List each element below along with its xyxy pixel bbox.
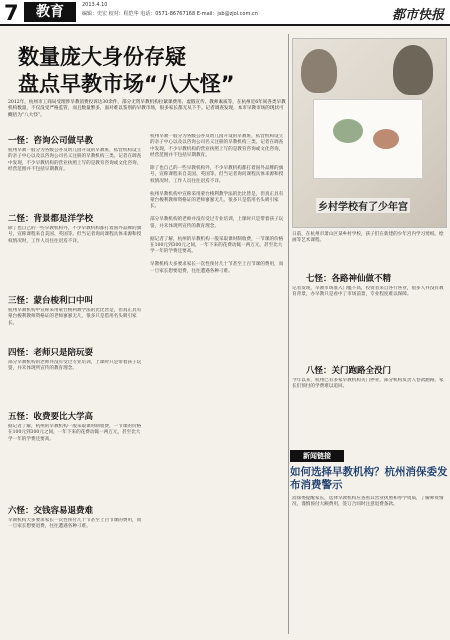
staff-credits: 编辑：史宏 校对：程恺华 电话：0571-86767168 E-mail：jsb@zjol.com.cn xyxy=(82,11,258,17)
section-title-3: 三怪：蒙台梭利口中叫 xyxy=(8,296,94,306)
section-title-5: 五怪：收费要比大学高 xyxy=(8,412,94,422)
section-title-1: 一怪：咨询公司做早教 xyxy=(8,136,94,146)
section-text-1: 杭州早教一般分为各级公办及幼儿园开设的早教班，私营机构设立的亲子中心以及以咨询公司名义注册的早教机构三类。记者在调查中发现，不少早教机构的营业执照上写的是教育咨询或文化咨询，经营范围并不包括早期教育。 xyxy=(8,148,142,173)
paper-sheet xyxy=(313,99,423,179)
child-figure xyxy=(301,49,337,93)
section-title-4: 四怪：老师只是陪玩耍 xyxy=(8,348,94,358)
section-text-5: 据记者了解，杭州的早教机构一般采取课时制收费，一节课的价格在100元到300元之间，一年下来的花费动辄一两万元，甚至比大学一年的学费还要高。 xyxy=(8,424,142,442)
lead-paragraph: 2012年，杭州市工商局受理涉早教消费投诉达30余件，部分无资早教机构拉紧课费用、虚假宣传、教师素质等，在杭州近6年间各类早教机构数量，不仅没受严格监管，而且数量繁多，面对难以鉴别的早教市场，很多家长都无从下手。记者调查发现，本市早教市场的现状可概括为“八大怪”。 xyxy=(8,100,286,118)
section-title-2: 二怪：背景都是洋学校 xyxy=(8,214,94,224)
section-title-6: 六怪：交钱容易退费难 xyxy=(8,506,94,516)
issue-date: 2013.4.10 xyxy=(82,2,108,8)
photo-caption: 乡村学校有了少年宫 xyxy=(316,198,410,213)
column-divider xyxy=(288,34,289,634)
page-number: 7 xyxy=(4,1,19,25)
photo-text: 日前，在杭州市萧山区某乡村学校，孩子们在新建的少年宫内学习剪纸、绘画等艺术课程。 xyxy=(292,232,444,244)
news-link-label: 新闻链接 xyxy=(290,450,344,462)
body-column-2: 杭州早教一般分为各级公办及幼儿园开设的早教班，私营机构设立的亲子中心以及以咨询公司名义注册的早教机构三类。记者在调查中发现，不少早教机构的营业执照上写的是教育咨询或文化咨询，经营范围并不包括早期教育。 除了也自己的一些早教机构外，不少早教机构都打着国外品牌的旗号，宣称课程来自美国、英国等。但当记者询问课程具体来源和授权情况时，工作人员往往语焉不详。 杭州早教机构中宣称采用蒙台梭利教学法的比比皆是，但真正具有蒙台梭利教师资格证的老师寥寥无几，很多只是借用名头吸引家长。 部分早教机构的老师并没有受过专业培训，上课时只是带着孩子玩耍，并未体现所宣传的教育理念。 据记者了解，杭州的早教机构一般采取课时制收费，一节课的价格在100元到300元之间，一年下来的花费动辄一两万元，甚至比大学一年的学费还要高。 早教机构大多要求家长一次性预付几十节甚至上百节课的费用，而一旦家长想要退费，往往遭遇各种刁难。 xyxy=(150,134,284,274)
section-label: 教育 xyxy=(24,2,76,22)
section-title-7: 七怪：各路神仙做不精 xyxy=(306,274,392,284)
headline: 数量庞大身份存疑 盘点早教市场“八大怪” xyxy=(18,45,235,96)
section-text-4: 部分早教机构的老师并没有受过专业培训，上课时只是带着孩子玩耍，并未体现所宣传的教育理念。 xyxy=(8,360,142,372)
section-text-3: 杭州早教机构中宣称采用蒙台梭利教学法的比比皆是，但真正具有蒙台梭利教师资格证的老师寥寥无几，很多只是借用名头吸引家长。 xyxy=(8,308,142,326)
artwork xyxy=(333,119,363,143)
artwork xyxy=(373,129,399,149)
child-figure xyxy=(393,45,433,95)
news-text: 消保委提醒家长，选择早教机构应查看其营业执照和办学资质，了解师资情况，谨慎预付大额费用，签订合同时注意退费条款。 xyxy=(292,496,444,508)
section-title-8: 八怪：关门跑路全没门 xyxy=(306,366,392,376)
masthead: 都市快报 xyxy=(391,8,444,23)
section-text-8: 今年以来，杭州已有多家早教机构关门停业，部分机构负责人卷款跑路，家长们预付的学费难以追回。 xyxy=(292,378,444,390)
news-headline: 如何选择早教机构？杭州消保委发布消费警示 xyxy=(290,466,448,491)
section-text-2: 除了也自己的一些早教机构外，不少早教机构都打着国外品牌的旗号，宣称课程来自美国、英国等。但当记者询问课程具体来源和授权情况时，工作人员往往语焉不详。 xyxy=(8,226,142,244)
page-header xyxy=(0,0,450,26)
section-text-7: 记者发现，早教市场准入门槛不高，投资者来自各行各业，很多人并没有教育背景，办早教只是看中了市场前景，专业程度难以保障。 xyxy=(292,286,444,298)
section-text-6: 早教机构大多要求家长一次性预付几十节甚至上百节课的费用，而一旦家长想要退费，往往遭遇各种刁难。 xyxy=(8,518,142,530)
